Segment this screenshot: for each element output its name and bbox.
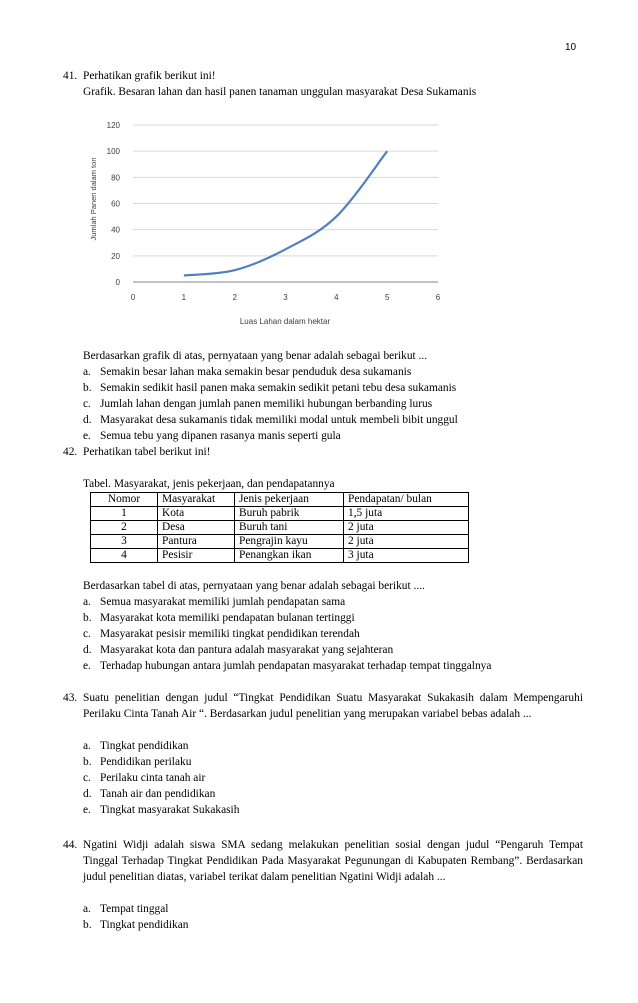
answer-options [63,738,583,818]
option-text: Perilaku cinta tanah air [100,772,206,784]
x-tick-label: 2 [232,293,237,302]
option-text: Masyarakat pesisir memiliki tingkat pendidikan terendah [100,628,360,640]
answer-options [63,901,583,933]
option-letter: d. [83,788,92,800]
y-axis-label: Jumlah Panen dalam ton [89,157,98,241]
y-tick-label: 20 [111,251,120,261]
table-cell: Pantura [158,535,235,549]
table-cell: 2 [91,521,158,535]
question-text: Suatu penelitian dengan judul “Tingkat Pendidikan Suatu Masyarakat Sukakasih dalam Mempengaruhi Perilaku Cinta Tanah Air “. Berdasarkan judul penelitian yang merupakan variabel bebas adalah ... [83,692,583,720]
table-header-row [91,493,469,507]
question-prompt: Berdasarkan grafik di atas, pernyataan yang benar adalah sebagai berikut ... [83,350,428,362]
option-letter: a. [83,903,91,915]
table-cell: 1 [91,507,158,521]
line-chart [88,112,458,332]
y-tick-label: 100 [106,147,120,157]
answer-option [83,396,583,412]
answer-options [63,364,583,444]
x-tick-label: 4 [334,293,339,302]
table-header-cell: Masyarakat [158,493,235,507]
series-line [184,151,387,275]
table-cell: Penangkan ikan [235,549,344,563]
table-row [91,535,469,549]
option-text: Semua tebu yang dipanen rasanya manis seperti gula [100,430,341,442]
answer-option [83,658,583,674]
table-cell: 4 [91,549,158,563]
table-cell: Desa [158,521,235,535]
table-cell: 3 juta [344,549,469,563]
option-letter: b. [83,919,92,931]
option-letter: d. [83,414,92,426]
option-text: Semua masyarakat memiliki jumlah pendapatan sama [100,596,346,608]
question-number: 41. [63,70,78,82]
question-41-header [63,68,583,100]
income-table [90,492,469,563]
table-cell: Buruh pabrik [235,507,344,521]
x-tick-label: 0 [130,293,136,302]
chart-caption: Grafik. Besaran lahan dan hasil panen tanaman unggulan masyarakat Desa Sukamanis [83,86,477,98]
table-caption: Tabel. Masyarakat, jenis pekerjaan, dan pendapatannya [83,478,335,490]
table-cell: Pesisir [158,549,235,563]
x-tick-labels [131,293,441,302]
chart-gridlines [133,125,438,282]
y-tick-labels [107,121,121,287]
table-header-cell: Jenis pekerjaan [235,493,344,507]
option-letter: b. [83,756,92,768]
answer-option [83,412,583,428]
chart-series [184,151,387,275]
option-text: Tingkat pendidikan [100,740,189,752]
option-letter: a. [83,596,91,608]
x-axis-label: Luas Lahan dalam hektar [239,317,331,326]
option-letter: c. [83,628,91,640]
option-letter: e. [83,660,91,672]
option-letter: c. [83,398,91,410]
question-number: 42. [63,446,78,458]
x-tick-label: 6 [435,293,441,302]
table-header-cell: Nomor [91,493,158,507]
answer-option [83,626,583,642]
question-43 [63,690,583,818]
table-cell: 3 [91,535,158,549]
answer-option [83,364,583,380]
table-cell: Pengrajin kayu [235,535,344,549]
question-intro: Perhatikan grafik berikut ini! [83,70,216,82]
option-text: Pendidikan perilaku [100,756,192,768]
question-44 [63,837,583,933]
y-tick-label: 80 [111,173,120,183]
option-letter: a. [83,740,91,752]
option-letter: b. [83,612,92,624]
x-tick-label: 3 [283,293,288,302]
answer-option [83,802,583,818]
answer-option [83,917,583,933]
option-text: Tanah air dan pendidikan [100,788,216,800]
option-text: Jumlah lahan dengan jumlah panen memiliki hubungan berbanding lurus [100,398,433,410]
answer-option [83,428,583,444]
option-letter: d. [83,644,92,656]
question-41-body [63,348,583,444]
answer-option [83,754,583,770]
table-cell: Kota [158,507,235,521]
question-number: 44. [63,839,78,851]
question-intro: Perhatikan tabel berikut ini! [83,446,211,458]
x-tick-label: 1 [181,293,187,302]
answer-options [63,594,583,674]
y-tick-label: 40 [111,225,120,235]
question-42 [63,444,583,674]
option-text: Semakin besar lahan maka semakin besar penduduk desa sukamanis [100,366,412,378]
table-cell: 1,5 juta [344,507,469,521]
answer-option [83,380,583,396]
option-letter: a. [83,366,91,378]
option-letter: e. [83,804,91,816]
option-text: Masyarakat desa sukamanis tidak memiliki modal untuk membeli bibit unggul [100,414,458,426]
option-text: Tingkat pendidikan [100,919,189,931]
option-text: Masyarakat kota dan pantura adalah masyarakat yang sejahteran [100,644,394,656]
answer-option [83,770,583,786]
answer-option [83,642,583,658]
option-text: Tingkat masyarakat Sukakasih [100,804,240,816]
question-text: Ngatini Widji adalah siswa SMA sedang melakukan penelitian sosial dengan judul “Pengaruh Tempat Tinggal Terhadap Tingkat Pendidikan Pada Masyarakat Pegunungan di Kabupaten Rembang”. Berdasarkan judul penelitian diatas, variabel terikat dalam penelitian Ngatini Widji adalah ... [83,839,583,883]
option-text: Tempat tinggal [100,903,169,915]
table-row [91,507,469,521]
option-letter: c. [83,772,91,784]
option-letter: b. [83,382,92,394]
table-row [91,549,469,563]
table-cell: 2 juta [344,521,469,535]
option-letter: e. [83,430,91,442]
table-cell: 2 juta [344,535,469,549]
option-text: Terhadap hubungan antara jumlah pendapatan masyarakat terhadap tempat tinggalnya [100,660,492,672]
option-text: Masyarakat kota memiliki pendapatan bulanan tertinggi [100,612,355,624]
option-text: Semakin sedikit hasil panen maka semakin sedikit petani tebu desa sukamanis [100,382,457,394]
y-tick-label: 120 [106,121,120,130]
answer-option [83,901,583,917]
y-tick-label: 60 [111,199,120,209]
answer-option [83,610,583,626]
y-tick-label: 0 [115,278,120,287]
question-prompt: Berdasarkan tabel di atas, pernyataan yang benar adalah sebagai berikut .... [83,580,425,592]
page-number: 10 [565,42,577,53]
question-number: 43. [63,692,78,704]
answer-option [83,786,583,802]
answer-option [83,738,583,754]
x-tick-label: 5 [384,293,390,302]
answer-option [83,594,583,610]
table-row [91,521,469,535]
table-cell: Buruh tani [235,521,344,535]
table-body [91,507,469,563]
table-header-cell: Pendapatan/ bulan [344,493,469,507]
